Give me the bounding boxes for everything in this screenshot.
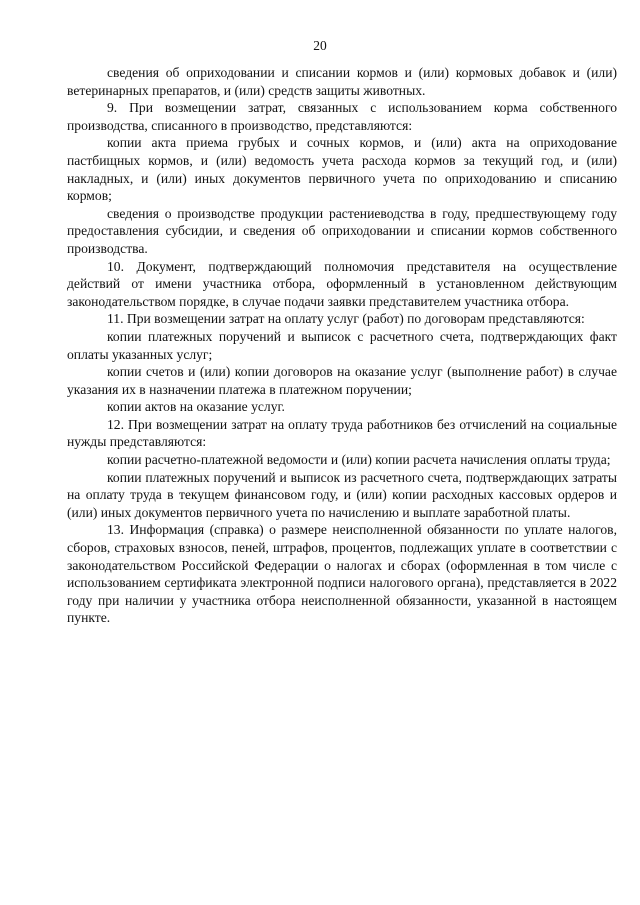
paragraph-item-11: 11. При возмещении затрат на оплату услуг (работ) по договорам представляются: bbox=[107, 311, 585, 327]
paragraph-crop-production: сведения о производстве продукции растениеводства в году, предшествующему году предоставления субсидии, и сведения об оприходовании и списании кормов собственного производства. bbox=[67, 205, 617, 256]
paragraph-payroll: копии расчетно-платежной ведомости и (или) копии расчета начисления оплаты труда; bbox=[107, 452, 611, 468]
page-number: 20 bbox=[313, 38, 327, 53]
paragraph-feed-records: сведения об оприходовании и списании кормов и (или) кормовых добавок и (или) ветеринарных препаратов, и (или) средств защиты животных. bbox=[67, 65, 617, 98]
paragraph-service-acts: копии актов на оказание услуг. bbox=[107, 399, 285, 415]
paragraph-item-9: 9. При возмещении затрат, связанных с использованием корма собственного производства, списанного в производство, представляются: bbox=[67, 100, 617, 133]
paragraph-item-10: 10. Документ, подтверждающий полномочия представителя на осуществление действий от имени участника отбора, оформленный в установленном действующим законодательством порядке, в случае подачи заявки представителем участника отбора. bbox=[67, 258, 617, 309]
paragraph-item-13: 13. Информация (справка) о размере неисполненной обязанности по уплате налогов, сборов, страховых взносов, пеней, штрафов, процентов, подлежащих уплате в соответствии с законодательством Российской Федерации о налогах и сборах (оформленная в том числе с использованием сертификата электронной подписи налогового органа), представляется в 2022 году при наличии у участника отбора неисполненной обязанности, указанной в настоящем пункте. bbox=[67, 522, 617, 626]
paragraph-payment-orders: копии платежных поручений и выписок с расчетного счета, подтверждающих факт оплаты указанных услуг; bbox=[67, 328, 617, 362]
paragraph-feed-acts: копии акта приема грубых и сочных кормов, и (или) акта на оприходование пастбищных кормов, и (или) ведомость учета расхода кормов за текущий год, и (или) накладных, и (или) иных документов первичного учета по оприходованию и списанию кормов; bbox=[67, 135, 617, 204]
paragraph-item-12: 12. При возмещении затрат на оплату труда работников без отчислений на социальные нужды представляются: bbox=[67, 416, 617, 450]
paragraph-invoices-contracts: копии счетов и (или) копии договоров на оказание услуг (выполнение работ) в случае указания их в назначении платежа в платежном поручении; bbox=[67, 364, 617, 397]
document-body bbox=[67, 64, 617, 627]
paragraph-salary-payments: копии платежных поручений и выписок из расчетного счета, подтверждающих затраты на оплату труда в текущем финансовом году, и (или) копии расходных кассовых ордеров и (или) иных документов первичного учета по начислению и выплате заработной платы. bbox=[67, 469, 617, 520]
